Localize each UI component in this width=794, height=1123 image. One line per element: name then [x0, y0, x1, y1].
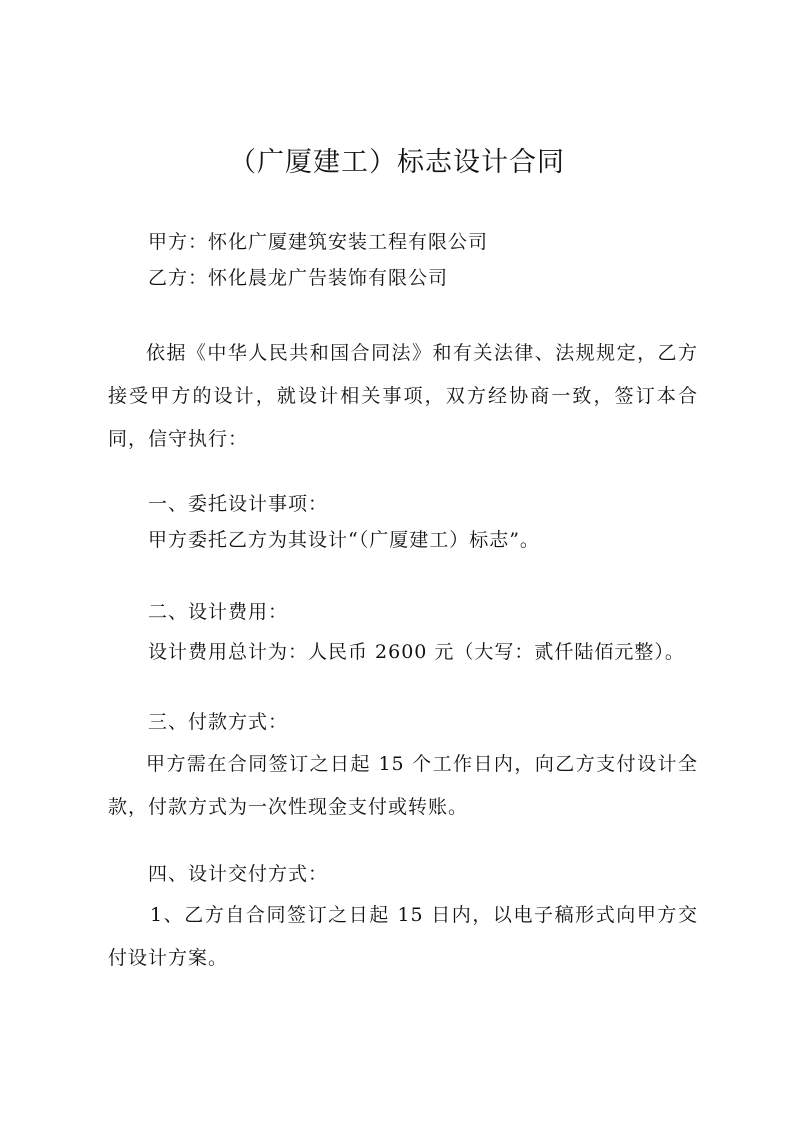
section-1-heading: 一、委托设计事项： — [148, 493, 329, 515]
preamble-paragraph: 依据《中华人民共和国合同法》和有关法律、法规规定，乙方接受甲方的设计，就设计相关事项，双方经协商一致，签订本合同，信守执行： — [108, 342, 698, 450]
section-2-body: 设计费用总计为：人民币 2600 元（大写：贰仟陆佰元整）。 — [148, 641, 685, 663]
party-a: 甲方：怀化广厦建筑安装工程有限公司 — [148, 231, 489, 253]
section-4-body: 1、乙方自合同签订之日起 15 日内，以电子稿形式向甲方交付设计方案。 — [108, 904, 698, 969]
party-b: 乙方：怀化晨龙广告装饰有限公司 — [148, 267, 449, 289]
section-2-heading: 二、设计费用： — [148, 601, 289, 623]
section-3-body: 甲方需在合同签订之日起 15 个工作日内，向乙方支付设计全款，付款方式为一次性现金支付或转账。 — [108, 753, 698, 818]
section-4-heading: 四、设计交付方式： — [148, 863, 329, 885]
section-3-heading: 三、付款方式： — [148, 711, 289, 733]
section-1-body: 甲方委托乙方为其设计“（广厦建工）标志”。 — [148, 529, 540, 551]
document-title: （广厦建工）标志设计合同 — [229, 147, 565, 178]
